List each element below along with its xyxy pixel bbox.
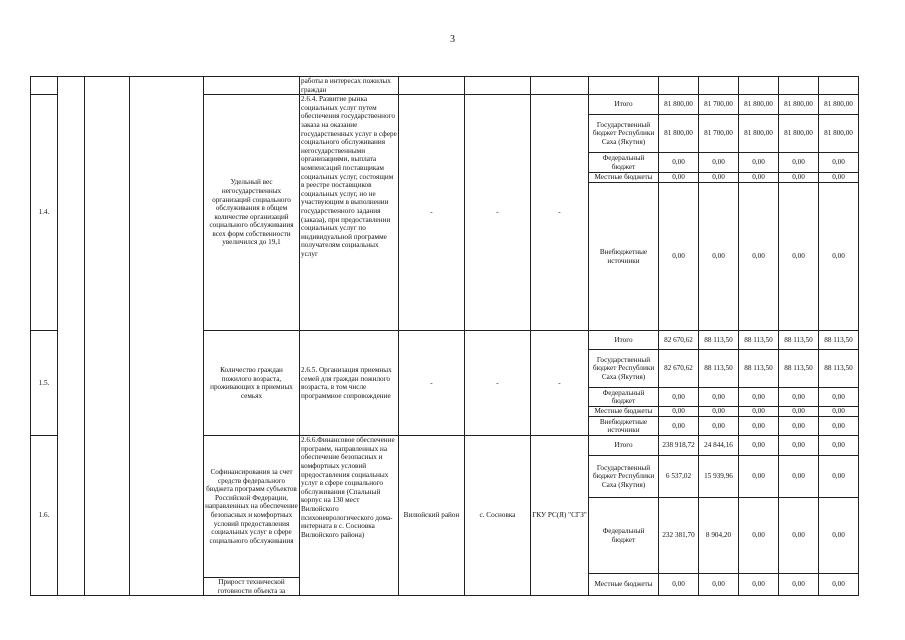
value-cell: 0,00 bbox=[779, 498, 819, 574]
value-cell: 88 113,50 bbox=[819, 350, 859, 388]
value-cell: 0,00 bbox=[739, 183, 779, 331]
value-cell: 0,00 bbox=[819, 498, 859, 574]
source-name: Итого bbox=[589, 436, 659, 456]
value-cell: 0,00 bbox=[699, 388, 739, 407]
executor-cell: - bbox=[531, 95, 589, 331]
value-cell: 6 537,02 bbox=[659, 456, 699, 498]
value-cell: 0,00 bbox=[779, 574, 819, 596]
value-cell: 0,00 bbox=[819, 574, 859, 596]
value-cell: 0,00 bbox=[659, 407, 699, 417]
page-number: 3 bbox=[450, 34, 455, 45]
value-cell: 0,00 bbox=[699, 417, 739, 436]
table-row-prev bbox=[31, 77, 859, 95]
value-cell: 88 113,50 bbox=[699, 350, 739, 388]
value-cell: 88 113,50 bbox=[819, 331, 859, 350]
value-cell: 88 113,50 bbox=[739, 350, 779, 388]
indicator-cell: Прирост технической готовности объекта за bbox=[204, 578, 300, 596]
value-cell: 0,00 bbox=[659, 173, 699, 183]
value-cell: 81 800,00 bbox=[659, 115, 699, 153]
value-cell: 81 800,00 bbox=[819, 115, 859, 153]
value-cell: 88 113,50 bbox=[699, 331, 739, 350]
value-cell: 88 113,50 bbox=[779, 350, 819, 388]
value-cell: 0,00 bbox=[819, 153, 859, 173]
indicator-cell: Софинансирования за счет средств федерального бюджета программ субъектов Российской Федерации, направленных на обеспечение безопасных и комфортных условий предоставления социальных услуг в сфере социального обслуживания bbox=[204, 436, 300, 578]
source-name: Федеральный бюджет bbox=[589, 388, 659, 407]
source-name: Внебюджетные источники bbox=[589, 183, 659, 331]
value-cell: 0,00 bbox=[659, 183, 699, 331]
value-cell: 0,00 bbox=[819, 436, 859, 456]
row-id: 1.4. bbox=[31, 95, 58, 331]
value-cell: 81 800,00 bbox=[779, 115, 819, 153]
source-name: Местные бюджеты bbox=[589, 407, 659, 417]
value-cell: 232 381,70 bbox=[659, 498, 699, 574]
value-cell: 81 800,00 bbox=[819, 95, 859, 115]
value-cell: 0,00 bbox=[819, 173, 859, 183]
measure-cell: 2.6.4. Развитие рынка социальных услуг путем обеспечения государственного заказа на оказание государственных услуг в сфере социального обслуживания негосударственными организациями, выплата компенсаций поставщикам социальных услуг, состоящим в реестре поставщиков социальных услуг, но не участвующим в выполнении государственного задания (заказа), при предоставлении социальных услуг по индивидуальной программе получателям социальных услуг bbox=[300, 95, 399, 331]
value-cell: 238 918,72 bbox=[659, 436, 699, 456]
value-cell: 0,00 bbox=[819, 456, 859, 498]
value-cell: 0,00 bbox=[779, 456, 819, 498]
value-cell: 0,00 bbox=[779, 173, 819, 183]
measure-cell: 2.6.5. Организация приемных семей для граждан пожилого возраста, в том числе программное сопровождение bbox=[300, 331, 399, 436]
value-cell: 0,00 bbox=[779, 407, 819, 417]
value-cell: 81 700,00 bbox=[699, 115, 739, 153]
source-name: Местные бюджеты bbox=[589, 173, 659, 183]
value-cell: 0,00 bbox=[659, 417, 699, 436]
value-cell: 82 670,62 bbox=[659, 331, 699, 350]
value-cell: 15 939,96 bbox=[699, 456, 739, 498]
value-cell: 0,00 bbox=[739, 173, 779, 183]
source-name: Итого bbox=[589, 95, 659, 115]
value-cell: 0,00 bbox=[779, 183, 819, 331]
value-cell: 0,00 bbox=[659, 574, 699, 596]
value-cell: 88 113,50 bbox=[739, 331, 779, 350]
district-cell: - bbox=[399, 331, 465, 436]
executor-cell: ГКУ РС(Я) "СГЗ" bbox=[531, 436, 589, 596]
value-cell: 0,00 bbox=[819, 388, 859, 407]
measure-cell: 2.6.6.Финансовое обеспечение программ, направленных на обеспечение безопасных и комфортных условий предоставления социальных услуг в сфере социального обслуживания (Спальный корпус на 130 мест Вилюйского психоневрологического дома-интерната в с. Сосновка Вилюйского района) bbox=[300, 436, 399, 596]
row-id: 1.5. bbox=[31, 331, 58, 436]
indicator-cell: Количество граждан пожилого возраста, проживающих в приемных семьях bbox=[204, 331, 300, 436]
value-cell: 81 700,00 bbox=[699, 95, 739, 115]
value-cell: 0,00 bbox=[779, 153, 819, 173]
indicator-cell: Удельный вес негосударственных организаций социального обслуживания в общем количестве организаций социального обслуживания всех форм собственности увеличился до 19,1 bbox=[204, 95, 300, 331]
value-cell: 0,00 bbox=[739, 574, 779, 596]
value-cell: 0,00 bbox=[779, 436, 819, 456]
value-cell: 0,00 bbox=[779, 388, 819, 407]
source-name: Внебюджетные источники bbox=[589, 417, 659, 436]
source-name: Государственный бюджет Республики Саха (Якутия) bbox=[589, 456, 659, 498]
value-cell: 0,00 bbox=[699, 183, 739, 331]
source-name: Местные бюджеты bbox=[589, 574, 659, 596]
value-cell: 81 800,00 bbox=[739, 115, 779, 153]
value-cell: 0,00 bbox=[739, 498, 779, 574]
source-name: Федеральный бюджет bbox=[589, 498, 659, 574]
row-id: 1.6. bbox=[31, 436, 58, 596]
value-cell: 0,00 bbox=[659, 153, 699, 173]
source-name: Федеральный бюджет bbox=[589, 153, 659, 173]
locality-cell: с. Сосновка bbox=[465, 436, 531, 596]
value-cell: 0,00 bbox=[739, 388, 779, 407]
value-cell: 8 904,20 bbox=[699, 498, 739, 574]
program-table bbox=[30, 76, 859, 596]
locality-cell: - bbox=[465, 331, 531, 436]
value-cell: 0,00 bbox=[819, 417, 859, 436]
value-cell: 0,00 bbox=[699, 173, 739, 183]
executor-cell: - bbox=[531, 331, 589, 436]
value-cell: 0,00 bbox=[699, 574, 739, 596]
value-cell: 0,00 bbox=[659, 388, 699, 407]
value-cell: 81 800,00 bbox=[779, 95, 819, 115]
value-cell: 0,00 bbox=[699, 153, 739, 173]
source-name: Государственный бюджет Республики Саха (Якутия) bbox=[589, 115, 659, 153]
value-cell: 0,00 bbox=[739, 456, 779, 498]
value-cell: 24 844,16 bbox=[699, 436, 739, 456]
measure-cell-prev: работы в интересах пожилых граждан bbox=[300, 77, 399, 95]
value-cell: 88 113,50 bbox=[779, 331, 819, 350]
district-cell: - bbox=[399, 95, 465, 331]
value-cell: 82 670,62 bbox=[659, 350, 699, 388]
value-cell: 0,00 bbox=[779, 417, 819, 436]
value-cell: 0,00 bbox=[819, 407, 859, 417]
value-cell: 0,00 bbox=[739, 153, 779, 173]
value-cell: 0,00 bbox=[739, 417, 779, 436]
source-name: Итого bbox=[589, 331, 659, 350]
value-cell: 0,00 bbox=[819, 183, 859, 331]
value-cell: 81 800,00 bbox=[739, 95, 779, 115]
value-cell: 81 800,00 bbox=[659, 95, 699, 115]
source-name: Государственный бюджет Республики Саха (Якутия) bbox=[589, 350, 659, 388]
locality-cell: - bbox=[465, 95, 531, 331]
value-cell: 0,00 bbox=[699, 407, 739, 417]
district-cell: Вилюйский район bbox=[399, 436, 465, 596]
value-cell: 0,00 bbox=[739, 436, 779, 456]
value-cell: 0,00 bbox=[739, 407, 779, 417]
